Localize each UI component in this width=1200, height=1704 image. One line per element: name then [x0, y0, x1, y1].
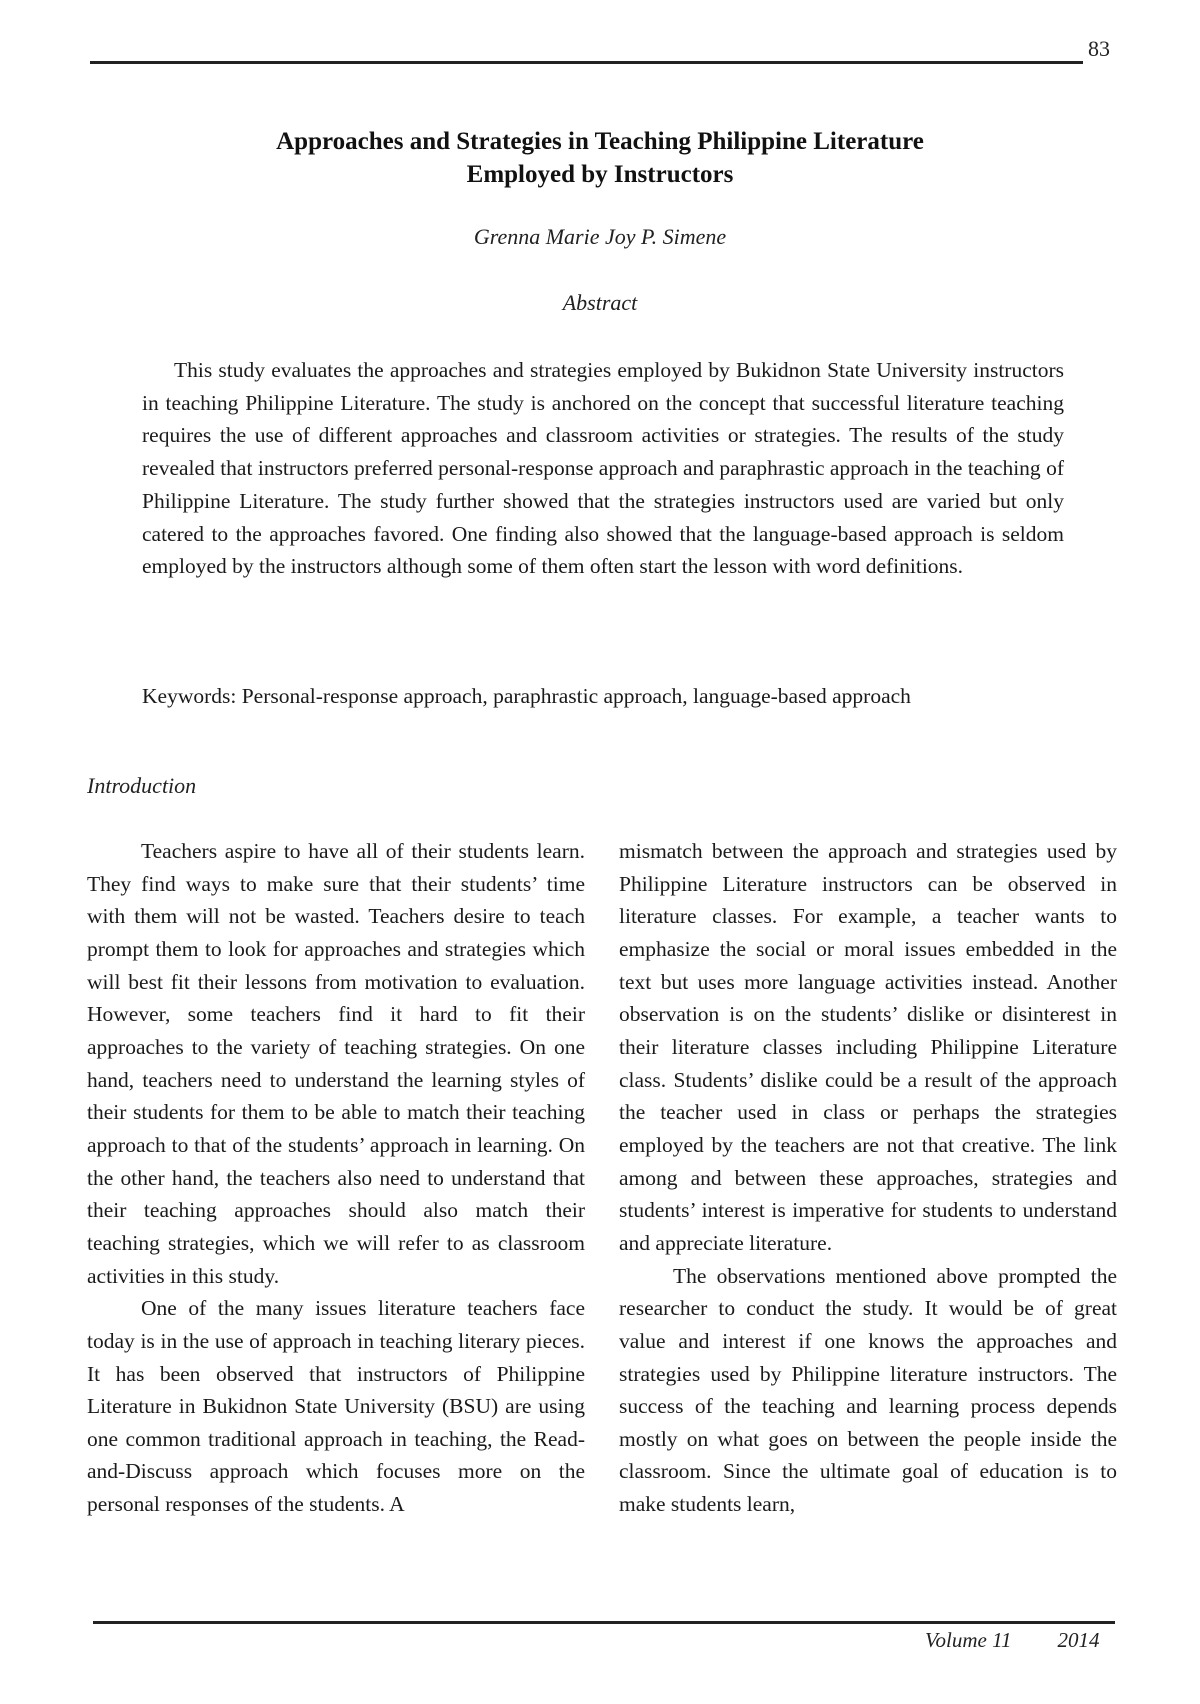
abstract-heading: Abstract	[562, 290, 638, 315]
intro-paragraph-2: One of the many issues literature teachers face today is in the use of approach in teaching literary pieces. It has been observed that instructors of Philippine Literature in Bukidnon State University (BSU) are using one common traditional approach in teaching, the Read-and-Discuss approach which focuses more on the personal responses of the students. A	[87, 1296, 585, 1517]
volume-label: Volume 11	[925, 1628, 1012, 1652]
author-name: Grenna Marie Joy P. Simene	[473, 224, 727, 249]
left-column	[87, 835, 585, 1521]
footer-rule	[93, 1621, 1115, 1624]
abstract-body: This study evaluates the approaches and strategies employed by Bukidnon State University instructors in teaching Philippine Literature. The study is anchored on the concept that successful literature teaching requires the use of different approaches and classroom activities or strategies. The results of the study revealed that instructors preferred personal-response approach and paraphrastic approach in the teaching of Philippine Literature. The study further showed that the strategies instructors used are varied but only catered to the approaches favored. One finding also showed that the language-based approach is seldom employed by the instructors although some of them often start the lesson with word definitions.	[142, 358, 1064, 579]
paper-title	[0, 125, 1200, 191]
page-number: 83	[1088, 36, 1110, 61]
year-label: 2014	[1057, 1628, 1100, 1652]
intro-paragraph-1: Teachers aspire to have all of their students learn. They find ways to make sure that their students’ time with them will not be wasted. Teachers desire to teach prompt them to look for approaches and strategies which will best fit their lessons from motivation to evaluation. However, some teachers find it hard to fit their approaches to the variety of teaching strategies. On one hand, teachers need to understand the learning styles of their students for them to be able to match their teaching approach to that of the students’ approach in learning. On the other hand, the teachers also need to understand that their teaching approaches should also match their teaching strategies, which we will refer to as classroom activities in this study.	[87, 839, 585, 1288]
title-line-2: Employed by Instructors	[466, 161, 734, 188]
intro-paragraph-3: The observations mentioned above prompted the researcher to conduct the study. It would be of great value and interest if one knows the approaches and strategies used by Philippine literature instructors. The success of the teaching and learning process depends mostly on what goes on between the people inside the classroom. Since the ultimate goal of education is to make students learn,	[619, 1263, 1117, 1517]
keywords: Keywords: Personal-response approach, paraphrastic approach, language-based approach	[142, 684, 911, 708]
right-column	[619, 835, 1117, 1521]
footer	[925, 1628, 1100, 1653]
title-line-1: Approaches and Strategies in Teaching Philippine Literature	[276, 128, 924, 155]
intro-paragraph-2-continued: mismatch between the approach and strategies used by Philippine Literature instructors can be observed in literature classes. For example, a teacher wants to emphasize the social or moral issues embedded in the text but uses more language activities instead. Another observation is on the students’ dislike or disinterest in their literature classes including Philippine Literature class. Students’ dislike could be a result of the approach the teacher used in class or perhaps the strategies employed by the teachers are not that creative. The link among and between these approaches, strategies and students’ interest is imperative for students to understand and appreciate literature.	[619, 839, 1117, 1255]
header-rule	[90, 61, 1083, 64]
introduction-heading: Introduction	[87, 773, 197, 798]
